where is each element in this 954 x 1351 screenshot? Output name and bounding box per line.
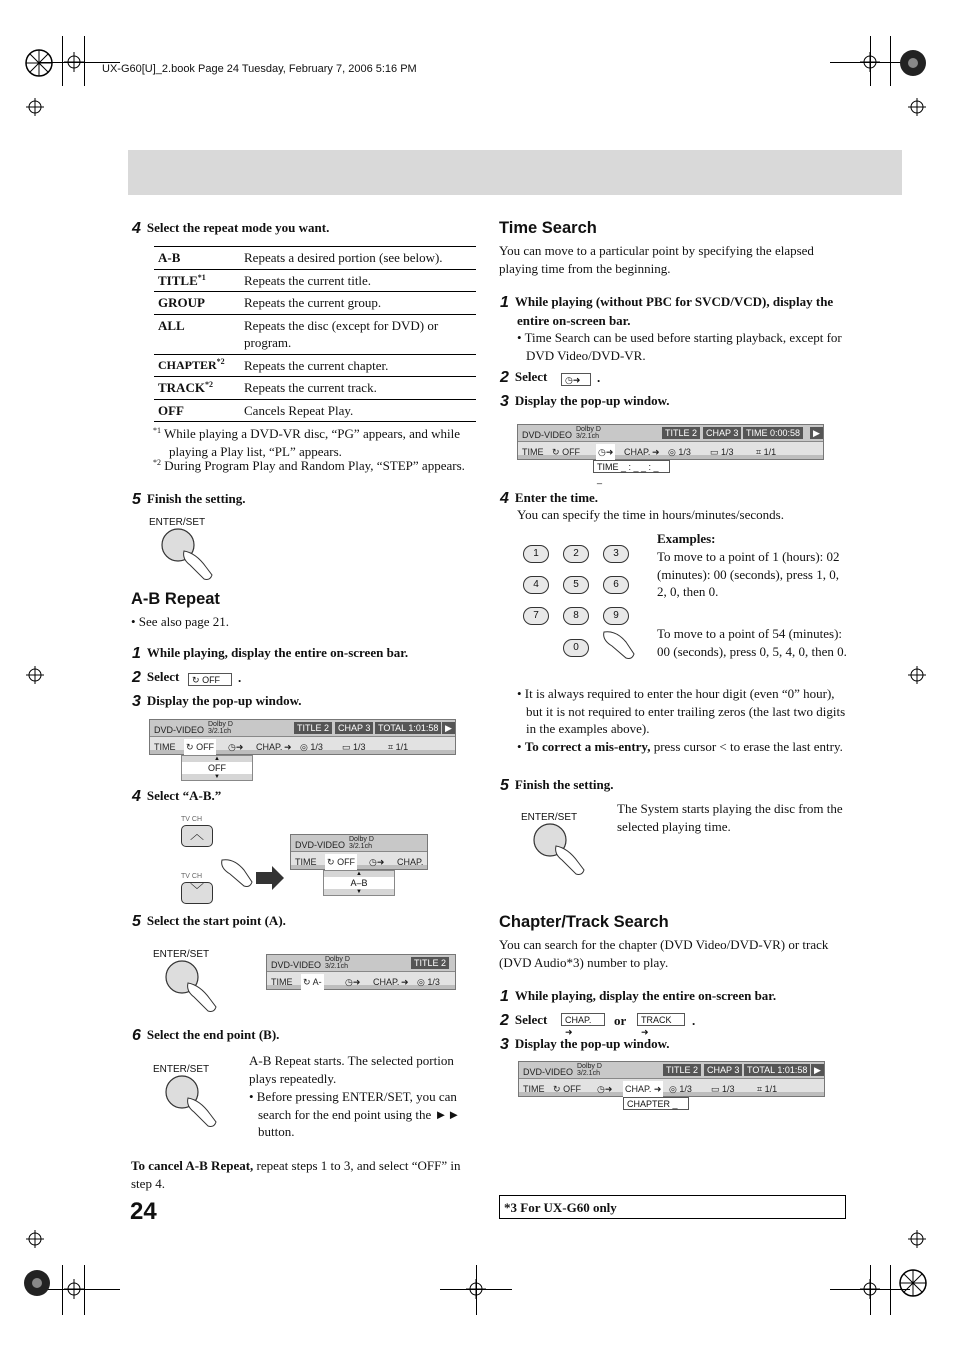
audio-icon: ◎ [417,977,425,987]
on-screen-bar: DVD-VIDEO Dolby D 3/2.1ch TITLE 2 CHAP 3 TOTAL 1:01:58 ▶ TIME ↻ OFF ◷➜ CHAP. ➜ ◎ 1/3 ▭ 1/3 ⌗ 1/1 [518,1061,825,1097]
enter-set-button-icon [160,955,222,1015]
cursor-up-button: ︿ [181,825,213,847]
subtitle-icon: ▭ [711,1084,720,1094]
arrow-icon: ➜ [641,1027,649,1037]
ab-step-1: 1 While playing, display the entire on-screen bar. [132,645,409,662]
play-arrow-icon: ▶ [811,1064,824,1076]
crosshair-icon [860,52,880,72]
subtitle-icon: ▭ [342,742,351,752]
key-6: 6 [603,576,629,594]
registration-target-icon [24,48,54,78]
page-number: 24 [130,1198,157,1225]
repeat-icon: ↻ [327,857,335,867]
popup-down-arrow-icon: ▼ [214,774,220,780]
crop-mark [890,36,891,86]
key-2: 2 [563,545,589,563]
crosshair-icon [64,1279,84,1299]
table-row: GROUP Repeats the current group. [154,292,476,315]
ts-final-text: The System starts playing the disc from the selected playing time. [617,801,843,834]
repeat-mode-table [154,246,476,422]
crosshair-icon [908,666,926,684]
play-arrow-icon: ▶ [810,427,823,439]
crosshair-icon [860,1279,880,1299]
repeat-icon: ↻ [186,742,194,752]
play-arrow-icon: ▶ [442,722,455,734]
hour-digit-note: • It is always required to enter the hour digit (even “0” hour), but it is not required to enter trailing zeros (the last two digits in the examples above). [517,686,846,736]
footnote-1: $^{*1}$ While playing a DVD-VR disc, “PG” appears, and while playing a Play list, “PL” appears. [153,426,461,459]
table-row: A-B Repeats a desired portion (see below). [154,247,476,270]
ab-step-3: 3 Display the pop-up window. [132,693,302,710]
cursor-down-button: ﹀ [181,882,213,904]
crop-mark [84,1265,85,1315]
example-1: To move to a point of 1 (hours): 02 (minutes): 00 (seconds), press 1, 0, 2, 0, then 0. [657,549,840,599]
ab-step-5: 5 Select the start point (A). [132,913,286,930]
clock-arrow-icon: ◷➜ [596,444,615,462]
chapter-icon-box: CHAP. ➜ [561,1013,605,1026]
crop-mark [62,1265,63,1315]
angle-icon: ⌗ [388,742,394,752]
popup-up-arrow-icon: ▲ [214,756,220,762]
key-1: 1 [523,545,549,563]
ts-step-1-note: • Time Search can be used before starting playback, except for DVD Video/DVD-VR. [517,330,842,363]
on-screen-bar: DVD-VIDEO Dolby D 3/2.1ch TITLE 2 TIME ↻ A- ◷➜ CHAP. ➜ ◎ 1/3 [266,954,456,990]
clock-arrow-icon: ◷➜ [228,742,244,752]
arrow-icon: ➜ [401,977,409,987]
repeat-off-icon-box: ↻ OFF [188,673,232,686]
enter-set-label: ENTER/SET [149,517,206,528]
enter-set-button-icon [528,818,590,878]
crosshair-icon [26,98,44,116]
popup-window: ▲ OFF ▼ [181,755,253,781]
key-7: 7 [523,607,549,625]
repeat-icon: ↻ [192,675,200,685]
ts-step-4: 4 Enter the time. [500,490,599,507]
popup-window: ▲ A–B ▼ [323,870,395,896]
audio-icon: ◎ [300,742,308,752]
repeat-icon: ↻ [553,1084,561,1094]
ts-step-5: 5 Finish the setting. [500,777,614,794]
table-row: TITLE$^{*1}$ Repeats the current title. [154,269,476,292]
example-2: To move to a point of 54 (minutes): 00 (seconds), press 0, 5, 4, 0, then 0. [657,626,847,659]
chapter-track-intro: You can search for the chapter (DVD Video/DVD-VR) or track (DVD Audio*3) number to play. [499,937,829,970]
finger-press-icon [216,854,286,894]
repeat-icon: ↻ [303,977,311,987]
angle-icon: ⌗ [757,1084,763,1094]
table-row: OFF Cancels Repeat Play. [154,399,476,422]
chapter-track-heading: Chapter/Track Search [499,913,669,931]
on-screen-bar: DVD-VIDEO Dolby D 3/2.1ch TITLE 2 CHAP 3 TIME 0:00:58 ▶ TIME ↻ OFF ◷➜ CHAP. ➜ ◎ 1/3 ▭ 1/3 ⌗ 1/1 [517,424,824,460]
key-4: 4 [523,576,549,594]
on-screen-bar: DVD-VIDEO Dolby D 3/2.1ch TIME ↻ OFF ◷➜ CHAP. [290,834,428,870]
table-row: TRACK$^{*2}$ Repeats the current track. [154,377,476,400]
file-info: UX-G60[U]_2.book Page 24 Tuesday, February 7, 2006 5:16 PM [102,63,417,75]
ts-step-3: 3 Display the pop-up window. [500,393,670,410]
arrow-icon: ➜ [565,1027,573,1037]
time-search-icon: ◷➜ [561,373,591,386]
clock-arrow-icon: ◷➜ [597,1084,613,1094]
key-8: 8 [563,607,589,625]
footnote-3-box: *3 For UX-G60 only [499,1195,846,1219]
ct-step-2: 2 Select [500,1012,548,1029]
arrow-icon: ➜ [652,447,660,457]
crosshair-icon [908,98,926,116]
crosshair-icon [26,1230,44,1248]
registration-target-icon [898,48,928,78]
finger-press-icon [600,628,640,664]
popup-down-arrow-icon: ▼ [356,889,362,895]
subtitle-icon: ▭ [710,447,719,457]
ab-starts-text: A-B Repeat starts. The selected portion plays repeatedly. [249,1053,454,1086]
table-row: CHAPTER$^{*2}$ Repeats the current chapter. [154,354,476,377]
repeat-icon: ↻ [552,447,560,457]
ts-step-1: 1 While playing (without PBC for SVCD/VCD), display the entire on-screen bar. [500,294,834,328]
ct-step-1: 1 While playing, display the entire on-screen bar. [500,988,777,1005]
mis-entry-note: • To correct a mis-entry, press cursor < to erase the last entry. [517,739,843,754]
ab-step-6: 6 Select the end point (B). [132,1027,280,1044]
ct-step-3: 3 Display the pop-up window. [500,1036,670,1053]
time-search-intro: You can move to a particular point by specifying the elapsed playing time from the beginning. [499,243,814,276]
step-4-repeat: 4 Select the repeat mode you want. [132,220,330,237]
arrow-icon: ➜ [653,1084,662,1094]
enter-set-button-icon [156,523,218,583]
footnote-2: $^{*2}$ During Program Play and Random Play, “STEP” appears. [153,458,465,473]
audio-icon: ◎ [669,1084,677,1094]
clock-arrow-icon: ◷➜ [369,857,385,867]
angle-icon: ⌗ [756,447,762,457]
key-5: 5 [563,576,589,594]
ab-before-note: • Before pressing ENTER/SET, you can search for the end point using the ►► button. [249,1089,461,1139]
key-9: 9 [603,607,629,625]
table-row: ALL Repeats the disc (except for DVD) or program. [154,314,476,354]
time-popup: TIME _ : _ _ : _ _ [593,460,670,473]
crop-mark [62,36,63,86]
cancel-ab-text: To cancel A-B Repeat, repeat steps 1 to 3, and select “OFF” in step 4. [131,1158,461,1191]
audio-icon: ◎ [668,447,676,457]
registration-target-icon [22,1268,52,1298]
enter-set-button-icon [160,1070,222,1130]
key-0: 0 [563,639,589,657]
key-3: 3 [603,545,629,563]
registration-target-icon [898,1268,928,1298]
ab-step-4: 4 Select “A-B.” [132,788,222,805]
examples-heading: Examples: [657,531,716,546]
ab-see-also: • See also page 21. [131,614,230,629]
crosshair-icon [26,666,44,684]
time-search-heading: Time Search [499,219,597,237]
crosshair-icon [64,52,84,72]
arrow-icon: ➜ [284,742,292,752]
ts-step-2: 2 Select [500,369,548,386]
header-band [128,150,902,195]
crop-mark [84,36,85,86]
chapter-popup: CHAPTER _ [623,1097,689,1110]
crosshair-icon [908,1230,926,1248]
crosshair-icon [466,1279,486,1299]
ab-step-2: 2 Select [132,669,180,686]
track-icon-box: TRACK ➜ [637,1013,685,1026]
crop-mark [890,1265,891,1315]
clock-arrow-icon: ◷➜ [345,977,361,987]
ab-repeat-heading: A-B Repeat [131,590,220,608]
step-5-finish: 5 Finish the setting. [132,491,246,508]
ts-step-4-sub: You can specify the time in hours/minutes/seconds. [517,507,784,522]
popup-up-arrow-icon: ▲ [356,871,362,877]
on-screen-bar: DVD-VIDEO Dolby D 3/2.1ch TITLE 2 CHAP 3 TOTAL 1:01:58 ▶ TIME ↻ OFF ◷➜ CHAP. ➜ ◎ 1/3 ▭ 1/3 ⌗ 1/1 [149,719,456,755]
